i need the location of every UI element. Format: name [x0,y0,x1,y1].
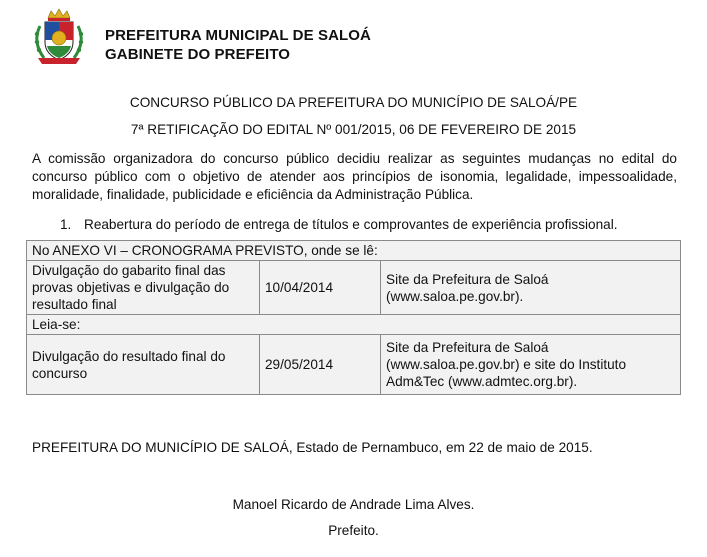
item-text: Reabertura do período de entrega de títulos e comprovantes de experiência profissional. [84,217,618,232]
table-header-row [27,315,681,335]
intro-paragraph: A comissão organizadora do concurso público decidiu realizar as seguintes mudanças no edital do concurso público com o objetivo de atender aos princípios de isonomia, legalidade, impessoalidade, moralidade, finalidade, publicidade e eficiência da Administração Pública. [32,151,677,202]
new-section-header: Leia-se: [27,315,681,335]
list-item [60,217,618,232]
signature-name: Manoel Ricardo de Andrade Lima Alves. [232,497,475,512]
document-title: CONCURSO PÚBLICO DA PREFEITURA DO MUNICÍPIO DE SALOÁ/PE [129,95,578,110]
old-date-cell: 10/04/2014 [260,261,381,315]
signature-role: Prefeito. [328,523,379,538]
old-location-cell: Site da Prefeitura de Saloá (www.saloa.pe.gov.br). [381,261,681,315]
header-title: PREFEITURA MUNICIPAL DE SALOÁ [105,27,371,44]
header-org-name [105,26,371,64]
table-row [27,335,681,395]
table-row [27,261,681,315]
closing-statement: PREFEITURA DO MUNICÍPIO DE SALOÁ, Estado de Pernambuco, em 22 de maio de 2015. [32,440,593,455]
saloa-coat-of-arms-icon [30,8,88,66]
old-section-header: No ANEXO VI – CRONOGRAMA PREVISTO, onde se lê: [27,241,681,261]
new-event-cell: Divulgação do resultado final do concurso [27,335,260,395]
item-number: 1. [60,217,72,232]
new-location-cell: Site da Prefeitura de Saloá (www.saloa.pe.gov.br) e site do Instituto Adm&Tec (www.admtec.org.br). [381,335,681,395]
header-subtitle: GABINETE DO PREFEITO [105,46,291,63]
new-date-cell: 29/05/2014 [260,335,381,395]
document-subtitle: 7ª RETIFICAÇÃO DO EDITAL Nº 001/2015, 06 DE FEVEREIRO DE 2015 [130,122,577,137]
schedule-table [26,240,681,395]
old-event-cell: Divulgação do gabarito final das provas objetivas e divulgação do resultado final [27,261,260,315]
table-header-row [27,241,681,261]
